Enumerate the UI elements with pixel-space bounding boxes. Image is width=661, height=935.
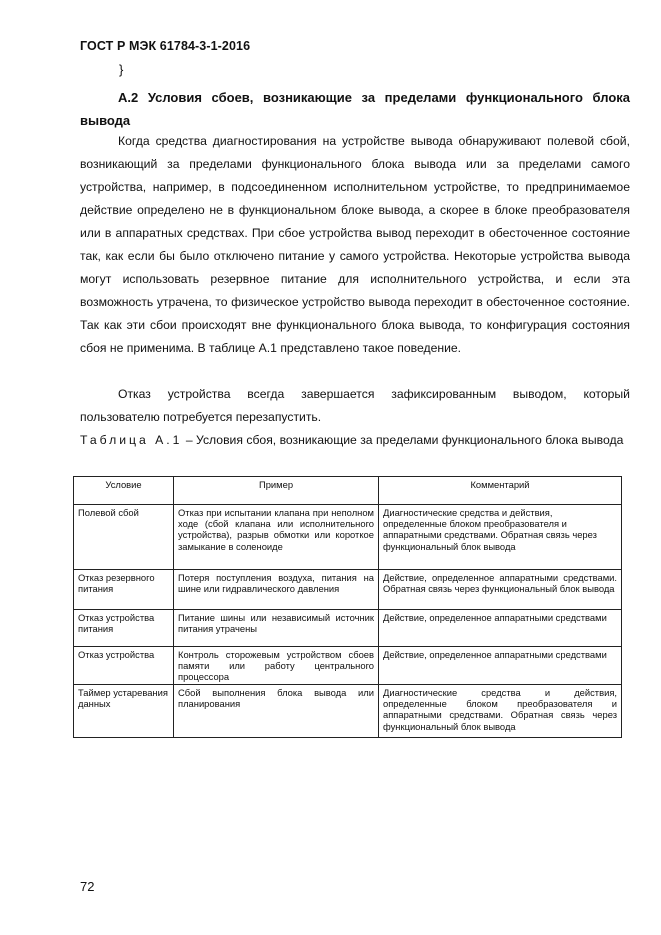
- cell-condition: Отказ устройства питания: [74, 610, 174, 647]
- table-row: [74, 647, 622, 685]
- header-condition: Условие: [74, 477, 174, 505]
- cell-comment: Действие, определенное аппаратными средствами: [379, 610, 622, 647]
- closing-brace: }: [119, 62, 124, 77]
- section-title: А.2 Условия сбоев, возникающие за пределами функционального блока вывода: [80, 90, 630, 128]
- cell-example: Отказ при испытании клапана при неполном ходе (сбой клапана или исполнительного устройства), разрыв обмотки или короткое замыкание в соленоиде: [174, 505, 379, 570]
- cell-example: Питание шины или независимый источник питания утрачены: [174, 610, 379, 647]
- cell-condition: Отказ устройства: [74, 647, 174, 685]
- table-row: [74, 610, 622, 647]
- table-caption-label: Таблица А.1: [80, 433, 183, 447]
- header-comment: Комментарий: [379, 477, 622, 505]
- cell-example: Потеря поступления воздуха, питания на шине или гидравлического давления: [174, 570, 379, 610]
- table-caption: [80, 429, 630, 452]
- faults-table: [73, 476, 622, 738]
- cell-example: Контроль сторожевым устройством сбоев памяти или работу центрального процессора: [174, 647, 379, 685]
- page-number: 72: [80, 879, 95, 894]
- document-header: ГОСТ Р МЭК 61784-3-1-2016: [80, 39, 251, 53]
- cell-comment: Диагностические средства и действия, определенные блоком преобразователя и аппаратными средствами. Обратная связь через функциональный блок вывода: [379, 685, 622, 738]
- cell-comment: Диагностические средства и действия, определенные блоком преобразователя и аппаратными средствами. Обратная связь через функциональный блок вывода: [379, 505, 622, 570]
- cell-condition: Таймер устаревания данных: [74, 685, 174, 738]
- paragraph-1: Когда средства диагностирования на устройстве вывода обнаруживают полевой сбой, возникающий за пределами функционального блока вывода или за пределами самого устройства, например, в подсоединенном исполнительном устройстве, то предпринимаемое действие определено не в функциональном блоке вывода, а скорее в блоке преобразователя или в аппаратных средствах. При сбое устройства вывод переходит в обесточенное состояние так, как если бы было отключено питание у самого устройства. Некоторые устройства вывода могут использовать резервное питание для исполнительного устройства, и если эта возможность утрачена, то физическое устройство вывода переходит в обесточенное состояние. Так как эти сбои происходят вне функционального блока вывода, то конфигурация состояния сбоя не применима. В таблице А.1 представлено такое поведение.: [80, 134, 630, 355]
- header-example: Пример: [174, 477, 379, 505]
- table-row: [74, 685, 622, 738]
- table-caption-dash: –: [182, 433, 197, 447]
- table-row: [74, 505, 622, 570]
- cell-condition: Отказ резервного питания: [74, 570, 174, 610]
- table-row: [74, 570, 622, 610]
- cell-condition: Полевой сбой: [74, 505, 174, 570]
- table-header-row: [74, 477, 622, 505]
- table-caption-text: Условия сбоя, возникающие за пределами функционального блока вывода: [196, 433, 624, 447]
- cell-example: Сбой выполнения блока вывода или планирования: [174, 685, 379, 738]
- cell-comment: Действие, определенное аппаратными средствами: [379, 647, 622, 685]
- paragraph-2: Отказ устройства всегда завершается зафиксированным выводом, который пользователю потребуется перезапустить.: [80, 387, 630, 424]
- cell-comment: Действие, определенное аппаратными средствами. Обратная связь через функциональный блок вывода: [379, 570, 622, 610]
